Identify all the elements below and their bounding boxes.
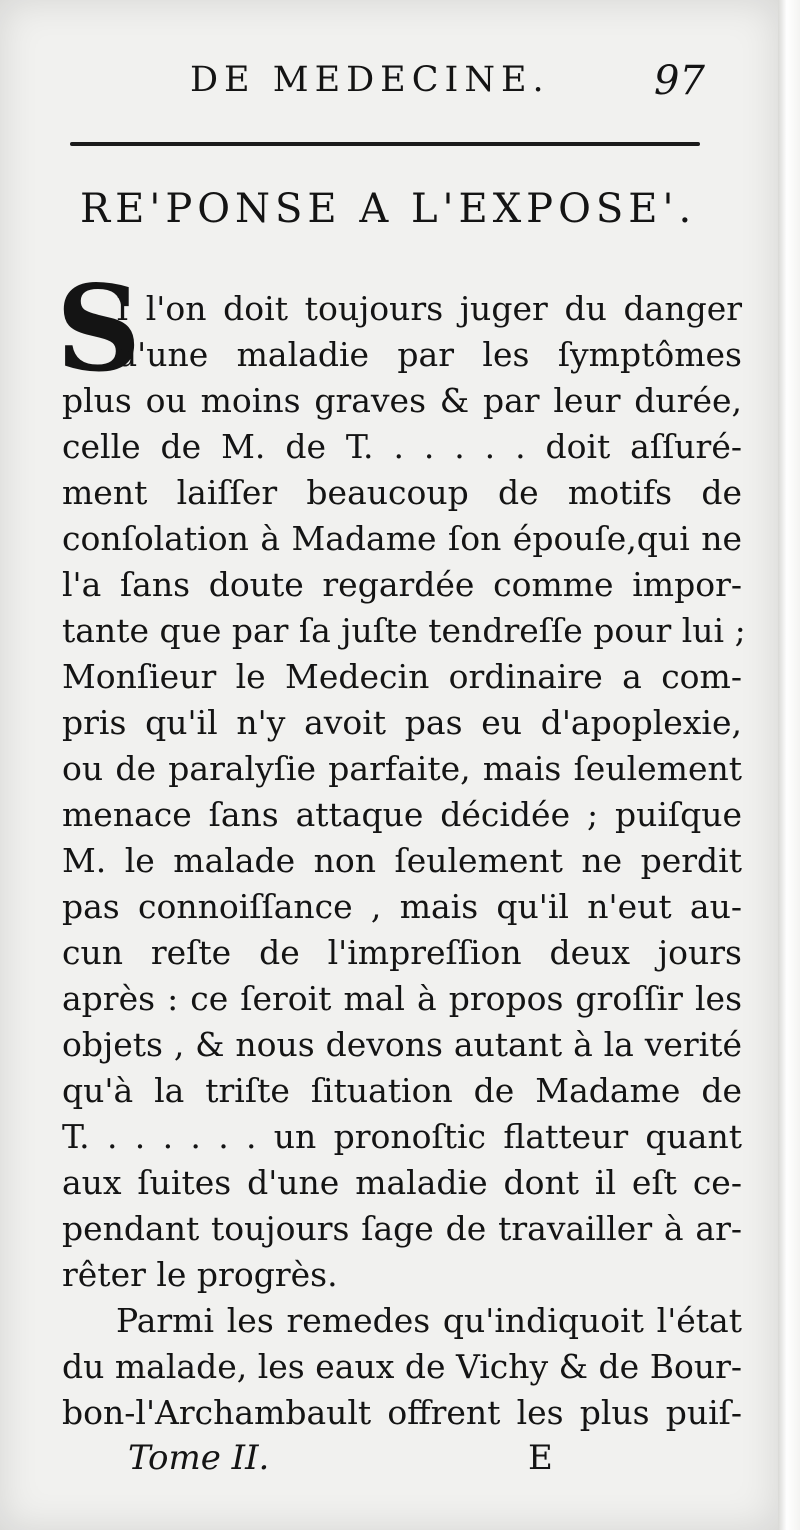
text-line: rêter le progrès. bbox=[62, 1255, 338, 1294]
text-line: ment laiſſer beaucoup de motifs de bbox=[62, 473, 742, 512]
text-line: pendant toujours ſage de travailler à ar- bbox=[62, 1209, 742, 1248]
section-title: RE'PONSE A L'EXPOSE'. bbox=[80, 186, 697, 232]
text-line: cun reſte de l'impreſſion deux jours bbox=[62, 933, 742, 972]
text-line: conſolation à Madame ſon épouſe,qui ne bbox=[62, 519, 742, 558]
running-head-title: DE MEDECINE. bbox=[190, 60, 550, 100]
text-line: I l'on doit toujours juger du danger bbox=[116, 289, 742, 328]
running-head bbox=[0, 52, 778, 112]
page-number: 97 bbox=[654, 58, 705, 104]
page-edge bbox=[778, 0, 800, 1530]
text-line: Monſieur le Medecin ordinaire a com- bbox=[62, 657, 742, 696]
text-line: l'a ſans doute regardée comme impor- bbox=[62, 565, 742, 604]
text-line: T. . . . . . . un pronoſtic flatteur quant bbox=[62, 1117, 742, 1156]
text-line: d'une maladie par les ſymptômes bbox=[116, 335, 742, 374]
page-footer bbox=[0, 1430, 778, 1490]
text-line: pas connoiſſance , mais qu'il n'eut au- bbox=[62, 887, 742, 926]
text-line: celle de M. de T. . . . . . doit aſſuré- bbox=[62, 427, 742, 466]
text-line: après : ce ſeroit mal à propos groſſir les bbox=[62, 979, 742, 1018]
text-line: plus ou moins graves & par leur durée, bbox=[62, 381, 742, 420]
text-line: objets , & nous devons autant à la verité bbox=[62, 1025, 742, 1064]
text-line: aux ſuites d'une maladie dont il eſt ce- bbox=[62, 1163, 742, 1202]
text-line: du malade, les eaux de Vichy & de Bour- bbox=[62, 1347, 742, 1386]
text-line: pris qu'il n'y avoit pas eu d'apoplexie, bbox=[62, 703, 742, 742]
text-line: bon-l'Archambault offrent les plus puiſ- bbox=[62, 1393, 742, 1432]
signature-mark: E bbox=[528, 1438, 553, 1478]
text-line: qu'à la triſte ſituation de Madame de bbox=[62, 1071, 742, 1110]
text-line: ou de paralyſie parfaite, mais ſeulement bbox=[62, 749, 742, 788]
text-line: menace ſans attaque décidée ; puiſque bbox=[62, 795, 742, 834]
text-line: tante que par ſa juſte tendreſſe pour lui ; bbox=[62, 611, 746, 650]
text-line: M. le malade non ſeulement ne perdit bbox=[62, 841, 742, 880]
text-line: Parmi les remedes qu'indiquoit l'état bbox=[116, 1301, 742, 1340]
volume-label: Tome II. bbox=[128, 1438, 270, 1478]
header-rule bbox=[70, 142, 700, 146]
drop-cap: S bbox=[56, 259, 142, 398]
